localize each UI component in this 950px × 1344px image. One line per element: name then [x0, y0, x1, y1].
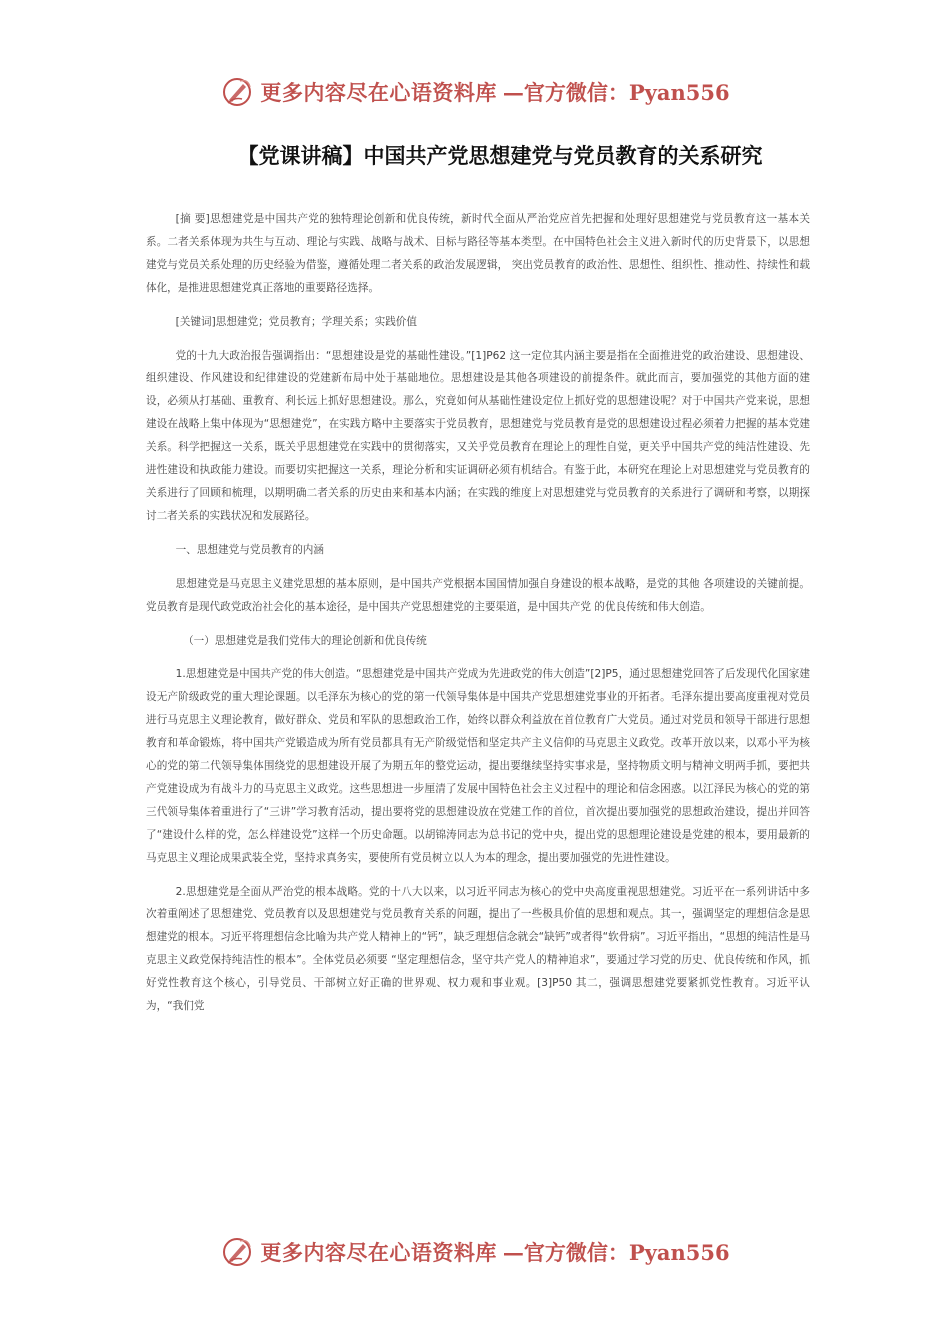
document-title: 【党课讲稿】中国共产党思想建党与党员教育的关系研究	[237, 144, 763, 168]
banner-wechat-text: —官方微信：Pyan556	[502, 1240, 730, 1265]
subsection-heading-1: （一）思想建党是我们党伟大的理论创新和优良传统	[183, 634, 427, 647]
paragraph-point-1: 1.思想建党是中国共产党的伟大创造。“思想建党是中国共产党成为先进政党的伟大创造”[2]P5，通过思想建党回答了后发现代化国家建设无产阶级政党的重大理论课题。以毛泽东为核心的党的第一代领导集体是中国共产党思想建党事业的开拓者。毛泽东提出要高度重视对党员进行马克思主义理论教育，做好群众、党员和军队的思想政治工作，始终以群众利益放在首位教育广大党员。通过对党员和领导干部进行思想教育和革命锻炼，将中国共产党锻造成为所有党员都具有无产阶级觉悟和坚定共产主义信仰的马克思主义政党。改革开放以来，以邓小平为核心的党的第二代领导集体围绕党的思想建设开展了为期五年的整党运动，提出要继续坚持实事求是，坚持物质文明与精神文明两手抓，要把共产党建设成为有战斗力的马克思主义政党。这些思想进一步厘清了发展中国特色社会主义过程中的理论和信念困惑。以江泽民为核心的党的第三代领导集体着重进行了“三讲”学习教育活动，提出要将党的思想建设放在党建工作的首位，首次提出要加强党的思想政治建设，提出并回答了“建设什么样的党，怎么样建设党”这样一个历史命题。以胡锦涛同志为总书记的党中央，提出党的思想理论建设是党建的根本，要用最新的马克思主义理论成果武装全党，坚持求真务实，要使所有党员树立以人为本的理念，提出要加强党的先进性建设。	[146, 668, 810, 864]
section-heading-1: 一、思想建党与党员教育的内涵	[175, 543, 324, 556]
keywords: [关键词]思想建党；党员教育；学理关系；实践价值	[175, 315, 417, 328]
header-banner	[0, 72, 950, 112]
abstract: [摘 要]思想建党是中国共产党的独特理论创新和优良传统，新时代全面从严治党应首先把握和处理好思想建党与党员教育这一基本关系。二者关系体现为共生与互动、理论与实践、战略与战术、目标与路径等基本类型。在中国特色社会主义进入新时代的历史背景下，以思想建党与党员关系处理的历史经验为借鉴，遵循处理二者关系的政治发展逻辑， 突出党员教育的政治性、思想性、组织性、推动性、持续性和载体化，是推进思想建党真正落地的重要路径选择。	[146, 213, 810, 294]
pen-paper-logo-icon	[220, 1235, 254, 1269]
paragraph-section-1: 思想建党是马克思主义建党思想的基本原则，是中国共产党根据本国国情加强自身建设的根本战略，是党的其他 各项建设的关键前提。党员教育是现代政党政治社会化的基本途径，是中国共产党思想建党的主要渠道，是中国共产党 的优良传统和伟大创造。	[146, 577, 810, 613]
pen-paper-logo-icon	[220, 75, 254, 109]
banner-wechat-text: —官方微信：Pyan556	[502, 80, 730, 105]
banner-main-text: 更多内容尽在心语资料库	[260, 1240, 497, 1265]
paragraph-intro: 党的十九大政治报告强调指出：“思想建设是党的基础性建设。”[1]P62 这一定位其内涵主要是指在全面推进党的政治建设、思想建设、组织建设、作风建设和纪律建设的党建新布局中处于基础地位。思想建设是其他各项建设的前提条件。就此而言，要加强党的其他方面的建设，必须从打基础、重教育、利长远上抓好思想建设。那么，究竟如何从基础性建设定位上抓好党的思想建设呢？对于中国共产党来说，思想建设在战略上集中体现为“思想建党”，在实践方略中主要落实于党员教育，思想建党与党员教育是党的思想建设过程必须着力把握的基本党建关系。科学把握这一关系，既关乎思想建党在实践中的贯彻落实，又关乎党员教育在理论上的理性自觉，更关乎中国共产党的纯洁性建设、先进性建设和执政能力建设。而要切实把握这一关系，理论分析和实证调研必须有机结合。有鉴于此，本研究在理论上对思想建党与党员教育的关系进行了回顾和梳理，以期明确二者关系的历史由来和基本内涵；在实践的维度上对思想建党与党员教育的关系进行了调研和考察，以期探讨二者关系的实践状况和发展路径。	[146, 349, 810, 522]
document-body	[146, 208, 810, 1029]
footer-banner	[0, 1232, 950, 1272]
banner-main-text: 更多内容尽在心语资料库	[260, 80, 497, 105]
paragraph-point-2: 2.思想建党是全面从严治党的根本战略。党的十八大以来，以习近平同志为核心的党中央高度重视思想建党。习近平在一系列讲话中多次着重阐述了思想建党、党员教育以及思想建党与党员教育关系的问题，提出了一些极具价值的思想和观点。其一，强调坚定的理想信念是思想建党的根本。习近平将理想信念比喻为共产党人精神上的“钙”，缺乏理想信念就会“缺钙”或者得“软骨病”。习近平指出，“思想的纯洁性是马克思主义政党保持纯洁性的根本”。全体党员必须要 “坚定理想信念，坚守共产党人的精神追求”，要通过学习党的历史、优良传统和作风，抓好党性教育这个核心，引导党员、干部树立好正确的世界观、权力观和事业观。[3]P50 其二，强调思想建党要紧抓党性教育。习近平认为，“我们党	[146, 885, 810, 1013]
